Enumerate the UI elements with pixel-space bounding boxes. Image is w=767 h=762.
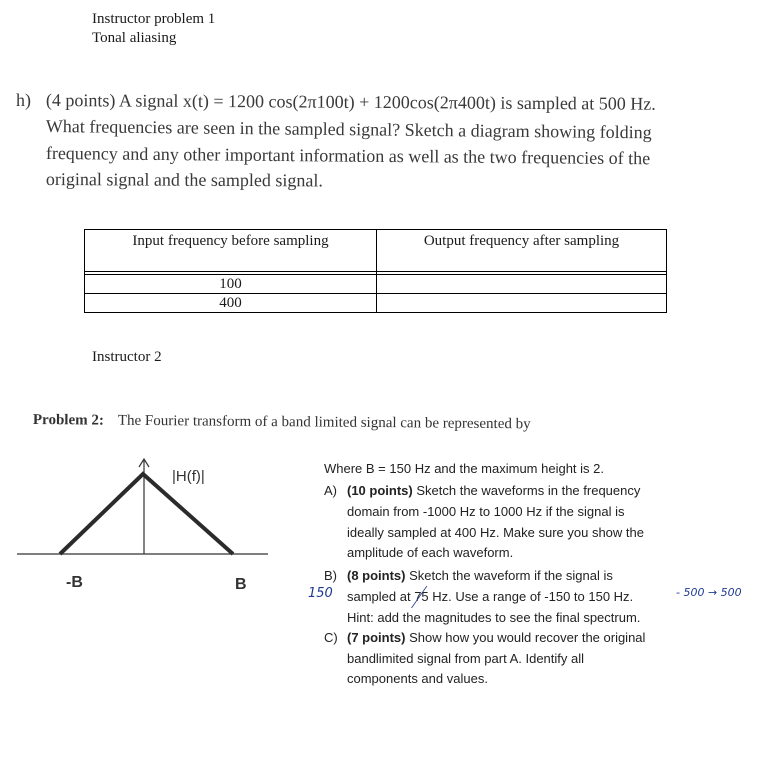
handwritten-range-note: - 500 → 500 <box>676 586 742 599</box>
frequency-table <box>84 229 667 313</box>
question-c-points: (7 points) <box>347 630 406 645</box>
table-row <box>85 275 667 294</box>
question-b-text-1: Sketch the waveform if the signal is <box>409 568 613 583</box>
problem-h-line-4: original signal and the sampled signal. <box>45 168 323 191</box>
question-a-letter: A) <box>324 483 337 498</box>
question-a-line-2: domain from -1000 Hz to 1000 Hz if the signal is <box>347 504 625 519</box>
table-header-input: Input frequency before sampling <box>85 230 377 272</box>
problem-h-line-2: What frequencies are seen in the sampled signal? Sketch a diagram showing folding <box>45 115 652 143</box>
problem-2-heading <box>33 412 531 433</box>
question-a-points: (10 points) <box>347 483 413 498</box>
question-a-line-4: amplitude of each waveform. <box>347 545 514 560</box>
question-b-text-2b: Hz. Use a range of -150 to 150 Hz. <box>428 589 634 604</box>
question-a-text-1: Sketch the waveforms in the frequency <box>416 483 641 498</box>
table-row <box>85 294 667 313</box>
hf-label: |H(f)| <box>172 468 205 485</box>
problem-h-label: h) <box>16 90 31 110</box>
table-header-row <box>85 230 667 272</box>
table-cell-input: 100 <box>85 275 377 294</box>
question-b-text-2a: sampled at <box>347 589 415 604</box>
question-b-letter: B) <box>324 568 337 583</box>
instructor-problem-subtitle: Tonal aliasing <box>92 30 177 46</box>
question-c-line-2: bandlimited signal from part A. Identify all <box>347 651 585 666</box>
question-c-line-1 <box>347 628 645 649</box>
question-c-text-1: Show how you would recover the original <box>409 630 646 645</box>
intro-line: Where B = 150 Hz and the maximum height is 2. <box>324 461 604 476</box>
problem-2-label: Problem 2: <box>32 412 104 429</box>
struck-value <box>414 589 428 604</box>
neg-b-label: -B <box>66 574 83 591</box>
table-header-output: Output frequency after sampling <box>377 230 667 272</box>
handwritten-margin-note: 150 <box>308 586 333 601</box>
question-c-letter: C) <box>324 630 338 645</box>
instructor-problem-title: Instructor problem 1 <box>92 11 216 27</box>
problem-2-text: The Fourier transform of a band limited signal can be represented by <box>117 412 531 433</box>
question-b-line-2 <box>347 587 633 608</box>
question-a-line-3: ideally sampled at 400 Hz. Make sure you show the <box>347 525 644 540</box>
instructor-2-label: Instructor 2 <box>92 349 162 365</box>
pos-b-label: B <box>235 576 247 593</box>
problem-h-line-1: (4 points) A signal x(t) = 1200 cos(2π100t) + 1200cos(2π400t) is sampled at 500 Hz. <box>45 89 656 114</box>
table-cell-output <box>377 294 667 313</box>
question-b-points: (8 points) <box>347 568 406 583</box>
table-cell-input: 400 <box>85 294 377 313</box>
triangle-spectrum <box>60 474 233 554</box>
question-b-line-3: Hint: add the magnitudes to see the final spectrum. <box>347 610 641 625</box>
question-b-line-1 <box>347 566 613 587</box>
question-a-line-1 <box>347 481 640 502</box>
table-cell-output <box>377 275 667 294</box>
question-c-line-3: components and values. <box>347 671 488 686</box>
struck-75: 75 <box>414 589 429 604</box>
problem-h-line-3: frequency and any other important information as well as the two frequencies of the <box>45 142 651 169</box>
